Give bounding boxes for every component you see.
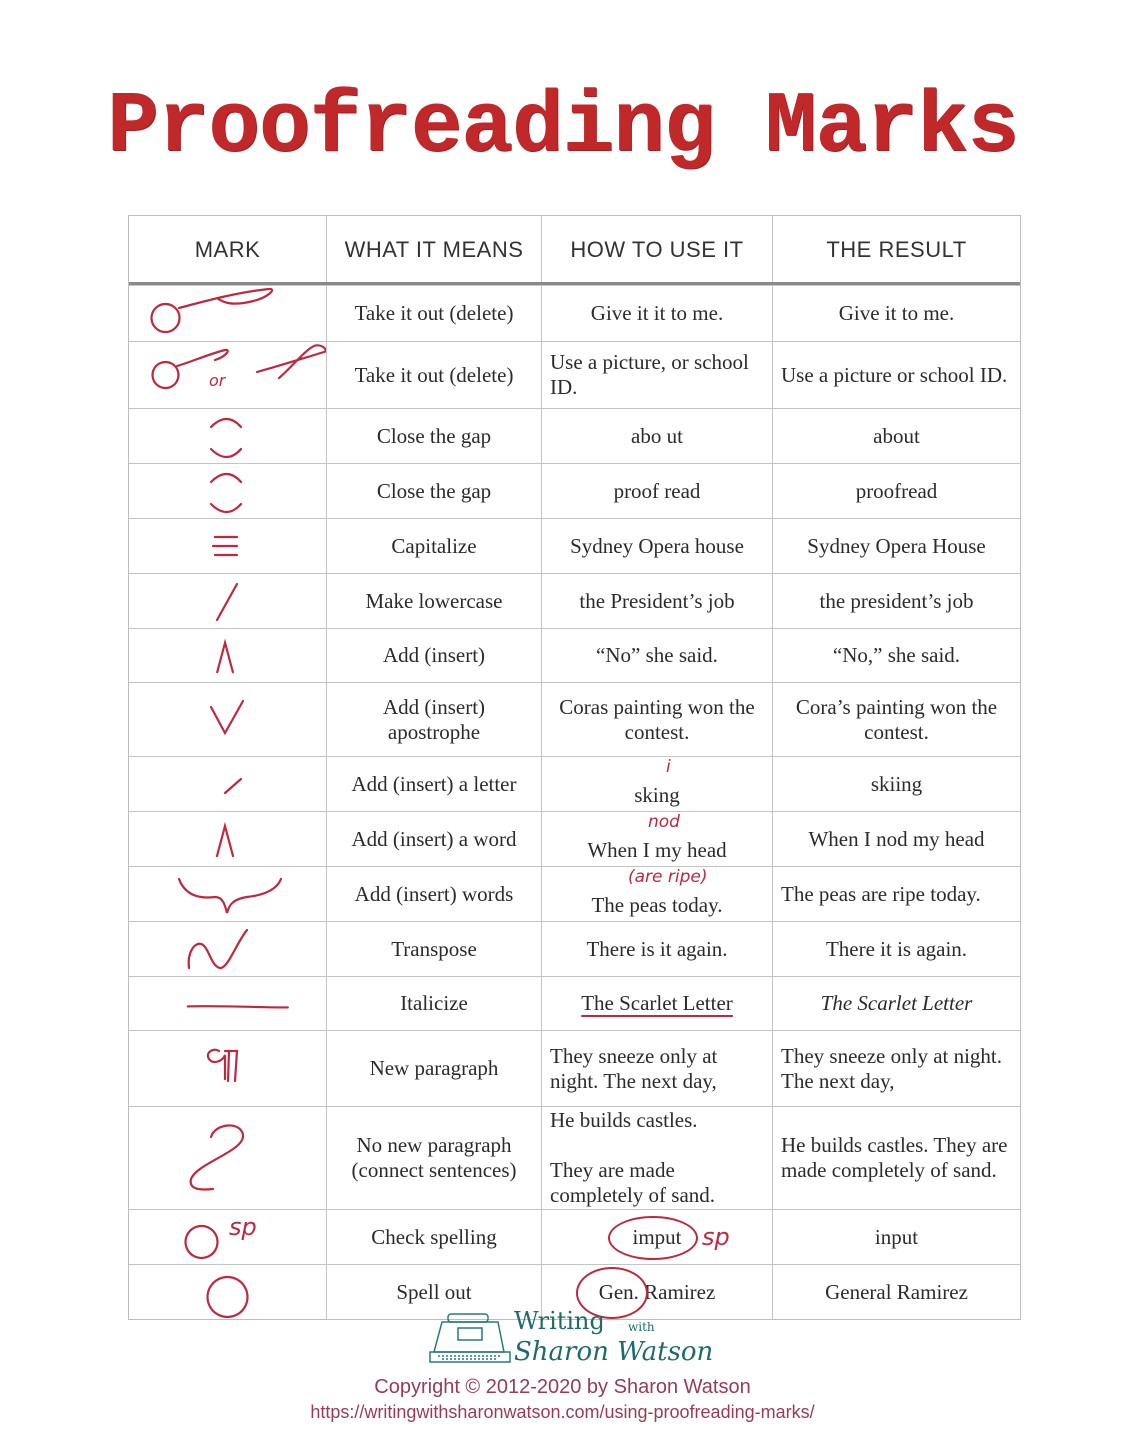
means-cell [326,683,541,756]
how-to-use-cell-text: He builds castles. They are made completely of sand. [550,1108,716,1207]
table-row [129,976,1020,1030]
result-cell-text: the president’s job [819,588,974,613]
how-to-use-cell [541,629,772,682]
how-to-use-cell-text: They sneeze only at night. The next day, [550,1043,718,1093]
means-cell-text: Close the gap [376,478,492,503]
result-cell [772,629,1020,682]
how-to-use-cell-text: The peas today. [591,893,723,917]
how-to-use-cell-text: sking [634,783,680,807]
how-to-use-cell-text: Sydney Opera house [570,533,744,558]
table-row [129,866,1020,921]
how-to-use-cell-text: the President’s job [579,588,735,613]
transpose-icon [129,922,326,976]
how-to-use-cell-text: Gen. Ramirez [598,1279,716,1304]
lowercase-slash-icon [129,574,326,628]
result-cell-text: They sneeze only at night. The next day, [781,1043,1003,1093]
mark-cell [129,464,326,518]
table-header [129,216,1020,285]
correction-note: sp [702,1223,730,1251]
mark-cell [129,342,326,408]
result-cell [772,464,1020,518]
how-to-use-cell [541,464,772,518]
table-row [129,518,1020,573]
how-to-use-cell [541,286,772,341]
apostrophe-v-icon [129,683,326,756]
letter-tick-icon [129,757,326,811]
table-row [129,463,1020,518]
result-cell-text: Give it to me. [838,301,955,325]
circle-mark-icon [608,1216,698,1260]
table-row [129,1106,1020,1209]
means-cell [326,1210,541,1264]
means-cell-text: Add (insert) a word [351,826,517,851]
means-cell [326,1107,541,1209]
result-cell-text: He builds castles. They are made completely of sand. [781,1133,1008,1182]
logo-sharon-watson: Sharon Watson [514,1337,714,1367]
result-cell-text: General Ramirez [825,1279,968,1304]
how-to-use-cell-text: proof read [613,478,701,503]
means-cell-text: Take it out (delete) [354,362,514,387]
means-cell [326,286,541,341]
means-cell [326,574,541,628]
how-to-use-cell [541,683,772,756]
how-to-use-cell-text: “No” she said. [596,643,718,667]
logo-with: with [628,1320,655,1334]
run-in-icon [129,1107,326,1209]
mark-cell [129,629,326,682]
how-to-use-cell-text: The Scarlet Letter [581,991,733,1015]
means-cell-text: Italicize [400,991,468,1015]
table-row [129,285,1020,341]
page-title: Proofreading Marks [107,78,1018,176]
table-row [129,1030,1020,1106]
circle-sp-icon [129,1210,326,1264]
result-cell-text: proofread [855,478,938,503]
mark-cell [129,1265,326,1319]
result-cell [772,519,1020,573]
means-cell [326,629,541,682]
table-body [129,285,1020,1319]
table-row [129,1209,1020,1264]
result-cell [772,1210,1020,1264]
how-to-use-cell [541,757,772,811]
header-means: WHAT IT MEANS [326,216,541,282]
result-cell-text: Sydney Opera House [807,533,986,558]
how-to-use-cell [541,519,772,573]
table-row [129,341,1020,408]
mark-cell [129,519,326,573]
mark-cell [129,757,326,811]
means-cell-text: Add (insert) a letter [351,771,517,796]
result-cell-text: The peas are ripe today. [781,881,981,906]
delete-loop-icon [129,286,326,341]
means-cell [326,977,541,1030]
mark-cell [129,683,326,756]
result-cell-text: Cora’s painting won the contest. [795,694,998,744]
table-row [129,628,1020,682]
result-cell [772,683,1020,756]
logo-writing: Writing [514,1307,605,1335]
how-to-use-cell [541,922,772,976]
how-to-use-cell [541,867,772,921]
mark-cell [129,409,326,463]
result-cell-text: about [873,423,920,448]
correction-note: (are ripe) [628,867,708,887]
mark-cell [129,922,326,976]
how-to-use-cell-text: When I my head [587,838,727,862]
close-gap-icon [129,464,326,518]
result-cell [772,286,1020,341]
result-cell-text: Use a picture or school ID. [781,362,1008,387]
means-cell [326,464,541,518]
writing-with-sharon-watson-logo [428,1308,718,1370]
close-gap-icon [129,409,326,463]
how-to-use-cell [541,1031,772,1106]
means-cell [326,519,541,573]
means-cell-text: Add (insert) [382,643,486,667]
result-cell [772,1031,1020,1106]
how-to-use-cell [541,574,772,628]
result-cell [772,867,1020,921]
how-to-use-cell [541,1210,772,1264]
capitalize-icon [129,519,326,573]
result-cell [772,574,1020,628]
underline-icon [129,977,326,1030]
how-to-use-cell-text: Use a picture, or school ID. [550,350,749,399]
header-how: HOW TO USE IT [541,216,772,282]
mark-cell [129,1031,326,1106]
mark-cell [129,574,326,628]
means-cell-text: Transpose [391,936,477,961]
means-cell [326,409,541,463]
table-row [129,811,1020,866]
mark-cell [129,1210,326,1264]
result-cell [772,409,1020,463]
how-to-use-cell [541,342,772,408]
table-row [129,408,1020,463]
table-row [129,573,1020,628]
means-cell-text: Spell out [396,1279,472,1304]
result-cell [772,342,1020,408]
how-to-use-cell-text: There is it again. [586,936,728,961]
how-to-use-cell-text: imput [632,1224,682,1249]
how-to-use-cell [541,409,772,463]
how-to-use-cell [541,1107,772,1209]
means-cell-text: Close the gap [376,423,492,448]
caret-insert-icon [129,629,326,682]
result-cell [772,922,1020,976]
result-cell-text: The Scarlet Letter [820,991,973,1015]
how-to-use-cell-text: Give it it to me. [590,301,724,325]
result-cell [772,812,1020,866]
mark-note: or [209,371,226,390]
brace-insert-icon [129,867,326,921]
correction-note: nod [648,812,680,832]
mark-cell [129,977,326,1030]
result-cell-text: There it is again. [825,936,968,961]
copyright: Copyright © 2012-2020 by Sharon Watson [374,1376,751,1398]
means-cell [326,342,541,408]
how-to-use-cell [541,812,772,866]
means-cell-text: Add (insert) words [354,881,514,906]
how-to-use-cell-text: Coras painting won the contest. [559,694,755,744]
mark-cell [129,867,326,921]
paragraph-icon [129,1031,326,1106]
result-cell [772,757,1020,811]
table-row [129,756,1020,811]
means-cell [326,812,541,866]
table-row [129,682,1020,756]
result-cell [772,1107,1020,1209]
proofreading-marks-table [128,215,1021,1320]
source-url[interactable]: https://writingwithsharonwatson.com/using-proofreading-marks/ [310,1402,815,1422]
result-cell-text: input [874,1224,919,1249]
means-cell [326,1031,541,1106]
typewriter-icon [428,1308,512,1366]
correction-note: i [666,757,671,777]
mark-cell [129,812,326,866]
header-result: THE RESULT [772,216,1020,282]
mark-cell [129,286,326,341]
means-cell [326,922,541,976]
result-cell [772,977,1020,1030]
how-to-use-cell [541,977,772,1030]
caret-insert-icon [129,812,326,866]
result-cell-text: skiing [870,771,923,796]
how-to-use-cell-text: abo ut [631,423,683,448]
means-cell-text: New paragraph [369,1056,499,1080]
means-cell-text: Add (insert) apostrophe [382,694,486,744]
means-cell-text: Make lowercase [365,588,503,613]
header-mark: MARK [194,236,261,262]
means-cell [326,757,541,811]
circle-icon [129,1265,326,1319]
means-cell-text: Take it out (delete) [354,301,514,325]
means-cell [326,867,541,921]
means-cell-text: No new paragraph (connect sentences) [351,1133,517,1182]
delete-or-icon [129,342,326,408]
result-cell [772,1265,1020,1319]
mark-cell [129,1107,326,1209]
means-cell-text: Check spelling [371,1224,497,1249]
result-cell-text: When I nod my head [808,826,985,851]
table-row [129,921,1020,976]
mark-note: sp [229,1213,257,1241]
result-cell-text: “No,” she said. [832,643,961,667]
means-cell-text: Capitalize [391,533,477,558]
